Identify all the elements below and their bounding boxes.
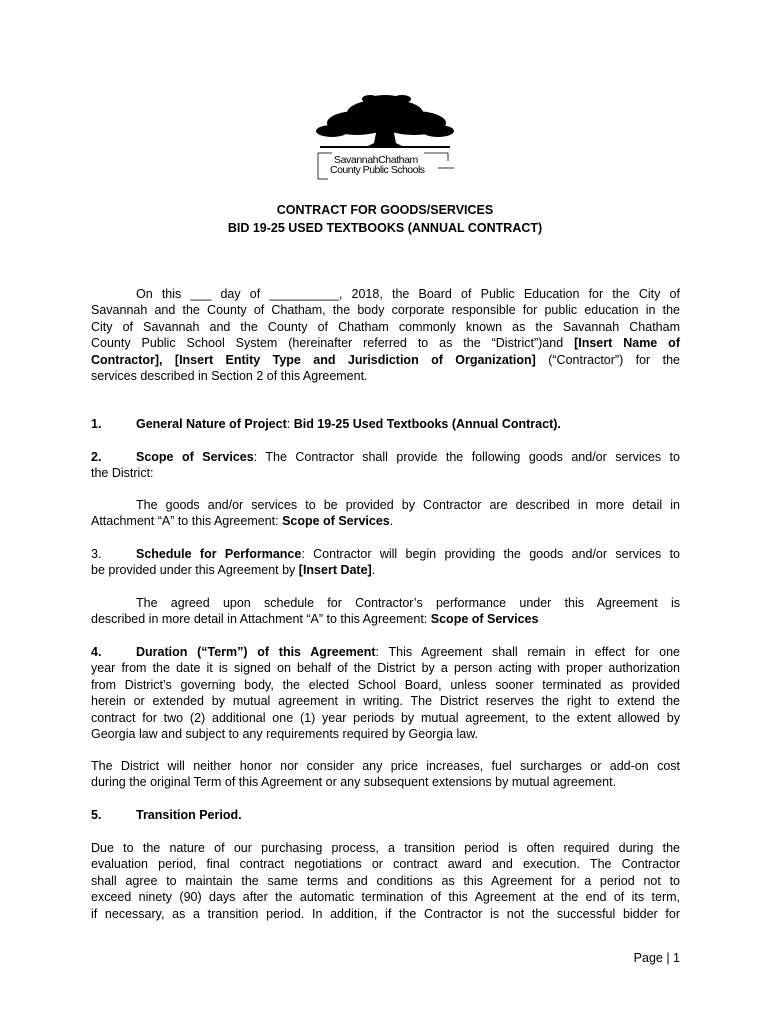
section-3-detail: The agreed upon schedule for Contractor’s performance under this Agreement is described in more detail in Attachment “A” to this Agreement: Scope of Services	[91, 596, 680, 627]
section-heading: Transition Period.	[136, 808, 242, 822]
section-heading: Scope of Services	[136, 450, 254, 464]
section-heading: Duration (“Term”) of this Agreement	[136, 645, 376, 659]
section-number: 4.	[91, 645, 102, 659]
section-5: Due to the nature of our purchasing process, a transition period is often required during the evaluation period, final contract negotiations or contract award and execution. The Contractor shall agree to maintain the same terms and conditions as this Agreement for a period not to exceed ninety (90) days after the automatic termination of this Agreement at the end of its term, if necessary, as a transition period. In addition, if the Contractor is not the successful bidder for	[91, 841, 680, 921]
logo-line-1: SavannahChatham	[334, 154, 418, 166]
section-number: 2.	[91, 450, 102, 464]
section-4: 4. Duration (“Term”) of this Agreement: This Agreement shall remain in effect for one year from the date it is signed on behalf of the District by a person acting with proper authorization from District’s governing body, the elected School Board, unless sooner terminated as provided herein or extended by mutual agreement in writing. The District reserves the right to extend the contract for two (2) additional one (1) year periods by mutual agreement, to the extent allowed by Georgia law and subject to any requirements required by Georgia law.	[91, 645, 680, 742]
contract-title: CONTRACT FOR GOODS/SERVICES	[276, 203, 494, 217]
section-number: 3.	[91, 547, 102, 561]
intro-paragraph: On this ___ day of __________, 2018, the Board of Public Education for the City of Savannah and the County of Chatham, the body corporate responsible for public education in the City of Savannah and the County of Chatham commonly known as the Savannah Chatham County Public School System (hereinafter referred to as the “District”)and [Insert Name of Contractor], [Insert Entity Type and Jurisdiction of Organization] (“Contractor”) for the services described in Section 2 of this Agreement.	[91, 287, 680, 384]
page-number: Page | 1	[633, 951, 680, 965]
section-number: 5.	[91, 808, 102, 822]
section-5-heading-row	[91, 807, 680, 823]
logo-line-2: County Public Schools	[330, 164, 425, 176]
section-4-pricing: The District will neither honor nor consider any price increases, fuel surcharges or add-on cost during the original Term of this Agreement or any subsequent extensions by mutual agreement.	[91, 759, 680, 790]
section-1: 1. General Nature of Project: Bid 19-25 Used Textbooks (Annual Contract).	[91, 417, 561, 431]
oak-tree-icon	[316, 95, 454, 148]
section-number: 1.	[91, 417, 102, 431]
logo-wordmark	[318, 153, 454, 179]
section-3: 3. Schedule for Performance: Contractor will begin providing the goods and/or services to be provided under this Agreement by [Insert Date].	[91, 547, 680, 578]
contract-subtitle: BID 19-25 USED TEXTBOOKS (ANNUAL CONTRACT)	[227, 221, 543, 235]
section-2-detail: The goods and/or services to be provided by Contractor are described in more detail in Attachment “A” to this Agreement: Scope of Services.	[91, 498, 680, 529]
section-2: 2. Scope of Services: The Contractor shall provide the following goods and/or services to the District:	[91, 450, 680, 481]
section-heading: Schedule for Performance	[136, 547, 302, 561]
district-logo	[312, 93, 458, 181]
section-heading: General Nature of Project	[136, 417, 287, 431]
